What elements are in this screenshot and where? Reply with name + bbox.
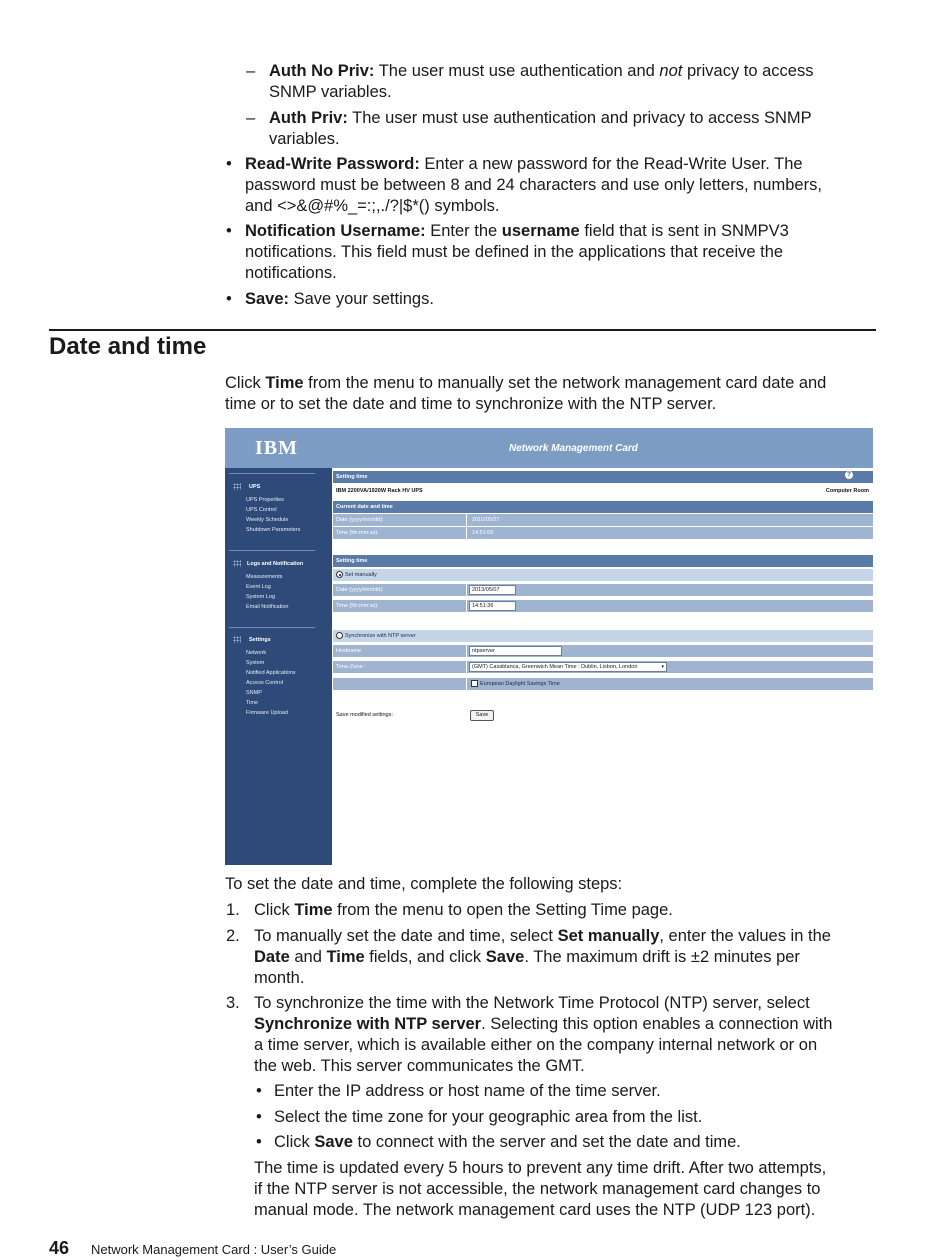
rw-password-line3: and <>&@#%_=:;,./?|$*() symbols.	[245, 197, 500, 215]
rw-password-text: Enter a new password for the Read-Write User. The	[424, 155, 803, 173]
step-2-bold3: Time	[326, 948, 365, 966]
section-intro	[225, 373, 875, 394]
current-time-label: Time (hh:mm:ss):	[336, 530, 379, 536]
step-3-bold: Synchronize with NTP server	[254, 1015, 482, 1033]
step-number: 3.	[226, 994, 240, 1012]
save-settings-label: Save modified settings:	[336, 712, 393, 718]
auth-priv-line2: variables.	[269, 130, 340, 148]
cell-divider	[466, 661, 467, 673]
current-date-value: 2010/05/27	[472, 517, 500, 523]
device-name: IBM 2200VA/1920W Rack HV UPS	[336, 488, 423, 494]
setting-time-title-2: Setting time	[336, 558, 368, 564]
save-text: Save your settings.	[293, 290, 434, 308]
intro-text2: from the menu to manually set the network management card date and	[308, 374, 827, 392]
setting-time-header	[333, 471, 873, 483]
auth-priv-line1	[269, 108, 869, 129]
auth-no-priv-line2: SNMP variables.	[269, 83, 392, 101]
step-number: 2.	[226, 927, 240, 945]
sidebar-item-shutdown-parameters[interactable]: Shutdown Parameters	[246, 527, 301, 533]
step-2-pre: To manually set the date and time, select	[254, 927, 553, 945]
sub-bullet-3-pre: Click	[274, 1133, 310, 1151]
step-3-post: . Selecting this option enables a connection with	[481, 1015, 833, 1033]
sidebar-item-time[interactable]: Time	[246, 700, 259, 706]
notif-username-line3: notifications.	[245, 264, 337, 282]
manual-date-row	[333, 584, 873, 596]
timezone-label: Time-Zone :	[336, 664, 366, 670]
closing-line2: if the NTP server is not accessible, the network management card changes to	[254, 1180, 821, 1198]
sync-ntp-option[interactable]	[336, 632, 416, 639]
step-3-line1: To synchronize the time with the Network Time Protocol (NTP) server, select	[254, 994, 810, 1012]
sidebar-section-logs: Logs and Notification	[247, 561, 304, 567]
notif-username-bold: username	[501, 222, 580, 240]
cell-divider	[466, 645, 467, 657]
auth-no-priv-label: Auth No Priv:	[269, 62, 375, 80]
sidebar-item-ups-properties[interactable]: UPS Properties	[246, 497, 284, 503]
manual-time-label: Time (hh:mm:ss):	[336, 603, 379, 609]
bullet-marker: •	[226, 155, 232, 173]
step-2-post1: , enter the values in the	[659, 927, 831, 945]
cell-divider	[466, 514, 467, 526]
current-datetime-title: Current date and time	[336, 504, 393, 510]
dash-marker: –	[246, 109, 256, 127]
cell-divider	[466, 600, 467, 612]
sub-bullet-1-text: Enter the IP address or host name of the time server.	[274, 1082, 661, 1100]
sidebar-divider	[229, 473, 315, 474]
sidebar-item-weekly-schedule[interactable]: Weekly Schedule	[246, 517, 289, 523]
set-manually-row[interactable]	[333, 569, 873, 581]
hostname-input[interactable]: ntpserver	[469, 646, 562, 656]
step-3-line4: the web. This server communicates the GMT.	[254, 1057, 585, 1075]
bullet-marker: •	[256, 1133, 262, 1151]
sidebar-item-notified-applications[interactable]: Notified Applications	[246, 670, 296, 676]
step-2-bold4: Save	[485, 948, 525, 966]
set-manually-option[interactable]	[336, 571, 377, 578]
cell-divider	[466, 527, 467, 539]
step-2-mid: fields, and click	[369, 948, 482, 966]
timezone-selected-value: (GMT) Casablanca, Greenwich Mean Time : Dublin, Lisbon, London	[472, 664, 638, 670]
step-1-post: from the menu to open the Setting Time page.	[337, 901, 673, 919]
sub-bullet-3-post: to connect with the server and set the date and time.	[357, 1133, 741, 1151]
current-date-label: Date (yyyy/mm/dd):	[336, 517, 384, 523]
sidebar-item-system[interactable]: System	[246, 660, 265, 666]
sub-bullet-3-text	[274, 1132, 741, 1153]
radio-selected-icon[interactable]	[336, 571, 343, 578]
sidebar-item-firmware-upload[interactable]: Firmware Upload	[246, 710, 288, 716]
auth-no-priv-text: The user must use authentication and	[378, 62, 655, 80]
notif-username-line2: notifications. This field must be defined in the applications that receive the	[245, 243, 784, 261]
sidebar-divider	[229, 627, 315, 628]
sidebar-divider	[229, 550, 315, 551]
intro-bold: Time	[265, 374, 304, 392]
help-icon[interactable]: ?	[845, 471, 853, 479]
footer-title: Network Management Card : User’s Guide	[91, 1242, 337, 1257]
bullet-marker: •	[256, 1108, 262, 1126]
step-2-bold1: Set manually	[557, 927, 660, 945]
timezone-select[interactable]	[469, 662, 667, 672]
bullet-marker: •	[256, 1082, 262, 1100]
step-3-line3: a time server, which is available either on the company internal network or on	[254, 1036, 818, 1054]
dst-option[interactable]	[471, 680, 560, 687]
device-row	[333, 485, 873, 497]
set-manually-label: Set manually	[345, 571, 377, 578]
closing-line3: manual mode. The network management card uses the NTP (UDP 123 port).	[254, 1201, 816, 1219]
grip-icon	[233, 560, 241, 567]
sidebar-item-event-log[interactable]: Event Log	[246, 584, 271, 590]
sidebar-item-system-log[interactable]: System Log	[246, 594, 276, 600]
rw-password-line2: password must be between 8 and 24 characters and use only letters, numbers,	[245, 176, 822, 194]
sidebar-item-ups-control[interactable]: UPS Control	[246, 507, 277, 513]
sidebar-item-email-notification[interactable]: Email Notification	[246, 604, 289, 610]
manual-time-input[interactable]: 14:51:36	[469, 601, 516, 611]
notif-username-line1	[245, 221, 875, 242]
dash-marker: –	[246, 62, 256, 80]
current-date-row	[333, 514, 873, 526]
closing-line1: The time is updated every 5 hours to prevent any time drift. After two attempts,	[254, 1159, 827, 1177]
sidebar-item-network[interactable]: Network	[246, 650, 267, 656]
radio-unselected-icon[interactable]	[336, 632, 343, 639]
bullet-marker: •	[226, 222, 232, 240]
sidebar-section-ups: UPS	[249, 484, 261, 490]
sync-ntp-label: Synchronize with NTP server	[345, 632, 416, 639]
steps-intro: To set the date and time, complete the following steps:	[225, 875, 623, 893]
step-1-bold: Time	[294, 901, 333, 919]
grip-icon	[233, 636, 241, 643]
step-2-line2	[254, 947, 884, 968]
nmc-header-title: Network Management Card	[509, 443, 638, 454]
dst-row	[333, 678, 873, 690]
manual-date-input[interactable]: 2013/05/07	[469, 585, 516, 595]
sync-ntp-row[interactable]	[333, 630, 873, 642]
rw-password-label: Read-Write Password:	[245, 155, 420, 173]
step-2-line3: month.	[254, 969, 305, 987]
cell-divider	[466, 678, 467, 690]
step-2-line1	[254, 926, 884, 947]
sub-bullet-3-bold: Save	[314, 1133, 353, 1151]
notif-username-label: Notification Username:	[245, 222, 426, 240]
setting-time-title: Setting time	[336, 474, 368, 480]
setting-time-header-2	[333, 555, 873, 567]
save-label: Save:	[245, 290, 290, 308]
auth-no-priv-line1	[269, 61, 869, 82]
step-2-bold2: Date	[254, 948, 290, 966]
current-time-row	[333, 527, 873, 539]
ibm-logo: IBM	[255, 437, 298, 459]
hostname-label: Hostname	[336, 648, 362, 654]
nmc-screenshot	[225, 428, 873, 865]
auth-priv-text: The user must use authentication and privacy to access SNMP	[352, 109, 812, 127]
step-2-and: and	[294, 948, 322, 966]
dst-label: European Daylight Savings Time	[480, 680, 560, 687]
sidebar-item-measurements[interactable]: Measurements	[246, 574, 283, 580]
grip-icon	[233, 483, 241, 490]
sidebar-item-access-control[interactable]: Access Control	[246, 680, 283, 686]
checkbox-icon[interactable]	[471, 680, 478, 687]
device-location: Computer Room	[825, 488, 869, 494]
sidebar-section-settings: Settings	[249, 637, 271, 643]
nmc-sidebar	[225, 468, 332, 865]
hostname-row	[333, 645, 873, 657]
manual-date-label: Date (yyyy/mm/dd):	[336, 587, 384, 593]
intro-text: Click	[225, 374, 261, 392]
sub-bullet-2-text: Select the time zone for your geographic area from the list.	[274, 1108, 703, 1126]
notif-username-text: Enter the	[430, 222, 498, 240]
auth-no-priv-em: not	[659, 62, 683, 80]
step-1-text	[254, 900, 673, 921]
current-datetime-header	[333, 501, 873, 513]
step-3-line2	[254, 1014, 884, 1035]
cell-divider	[466, 584, 467, 596]
section-intro-line2: time or to set the date and time to synchronize with the NTP server.	[225, 395, 717, 413]
nmc-header	[225, 428, 873, 468]
sidebar-item-snmp[interactable]: SNMP	[246, 690, 262, 696]
current-time-value: 14:51:06	[472, 530, 494, 536]
save-line	[245, 289, 434, 310]
step-1-pre: Click	[254, 901, 290, 919]
step-number: 1.	[226, 901, 240, 919]
auth-no-priv-text2: privacy to access	[686, 62, 814, 80]
manual-time-row	[333, 600, 873, 612]
notif-username-text2: field that is sent in SNMPV3	[584, 222, 789, 240]
section-rule	[49, 329, 876, 331]
step-2-tail: . The maximum drift is ±2 minutes per	[524, 948, 800, 966]
auth-priv-label: Auth Priv:	[269, 109, 348, 127]
page-number: 46	[49, 1238, 70, 1258]
bullet-marker: •	[226, 290, 232, 308]
section-title: Date and time	[49, 333, 207, 360]
timezone-row	[333, 661, 873, 673]
save-button[interactable]: Save	[470, 710, 494, 721]
rw-password-line1	[245, 154, 875, 175]
chevron-down-icon[interactable]: ▾	[661, 664, 664, 670]
